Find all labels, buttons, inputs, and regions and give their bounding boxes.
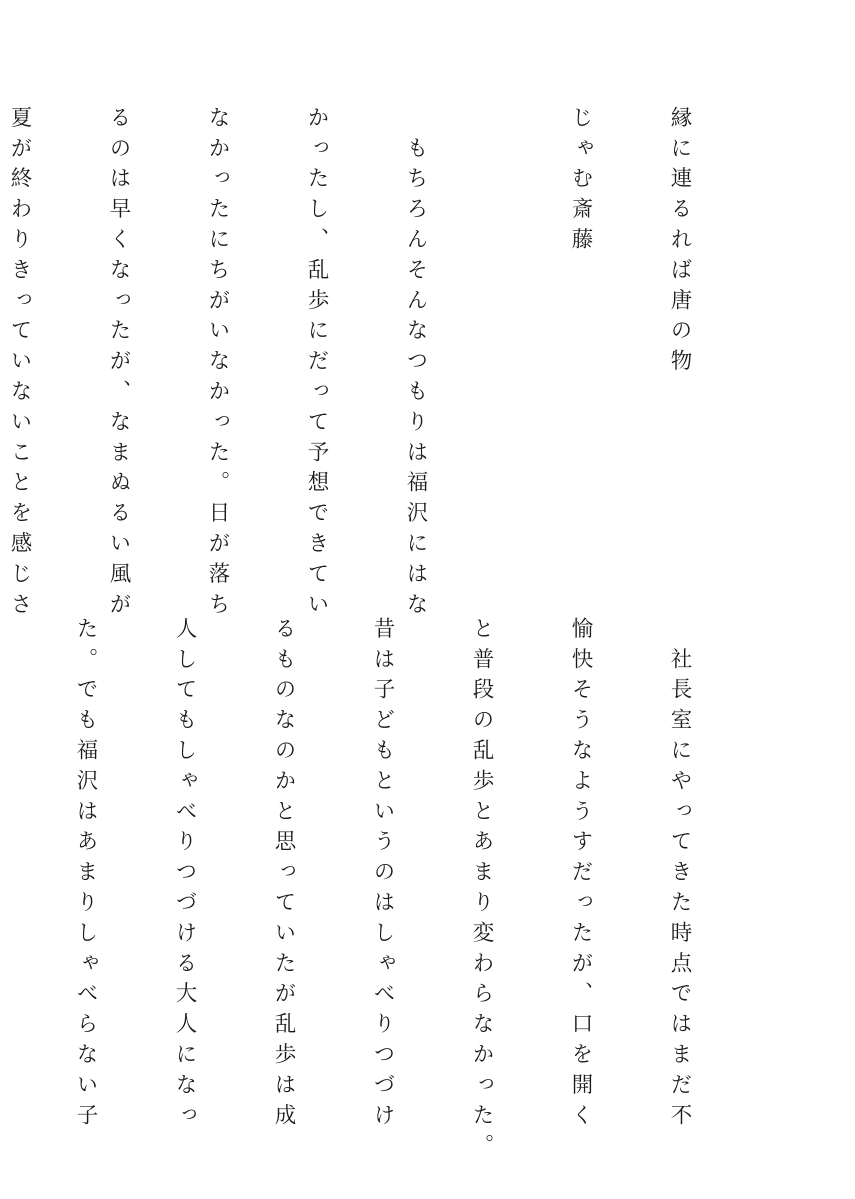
body-line: るのは早くなったが、なまぬるい風が [106, 106, 131, 623]
body-line: もちろんそんなつもりは福沢にはな [403, 106, 428, 623]
body-line: 社長室にやってきた時点ではまだ不 [667, 617, 692, 1134]
body-line: るものなのかと思っていたが乱歩は成 [271, 617, 296, 1134]
body-line: なかったにちがいなかった。日が落ち [205, 106, 230, 623]
upper-text-block [0, 106, 762, 623]
author-name: じゃむ斎藤 [568, 106, 593, 258]
body-line: 人してもしゃべりつづける大人になっ [172, 617, 197, 1134]
body-line: かったし、乱歩にだって予想できてい [304, 106, 329, 623]
story-title: 縁に連るれば唐の物 [667, 106, 692, 380]
body-line: 昔は子どもというのはしゃべりつづけ [370, 617, 395, 1134]
body-line: 愉快そうなようすだったが、口を開く [568, 617, 593, 1134]
lower-text-block [0, 617, 762, 1165]
body-line [0, 617, 3, 1107]
body-line: た。でも福沢はあまりしゃべらない子 [73, 617, 98, 1134]
body-line: 夏が終わりきっていないことを感じさ [7, 106, 32, 623]
body-line: と普段の乱歩とあまり変わらなかった。 [469, 617, 494, 1165]
